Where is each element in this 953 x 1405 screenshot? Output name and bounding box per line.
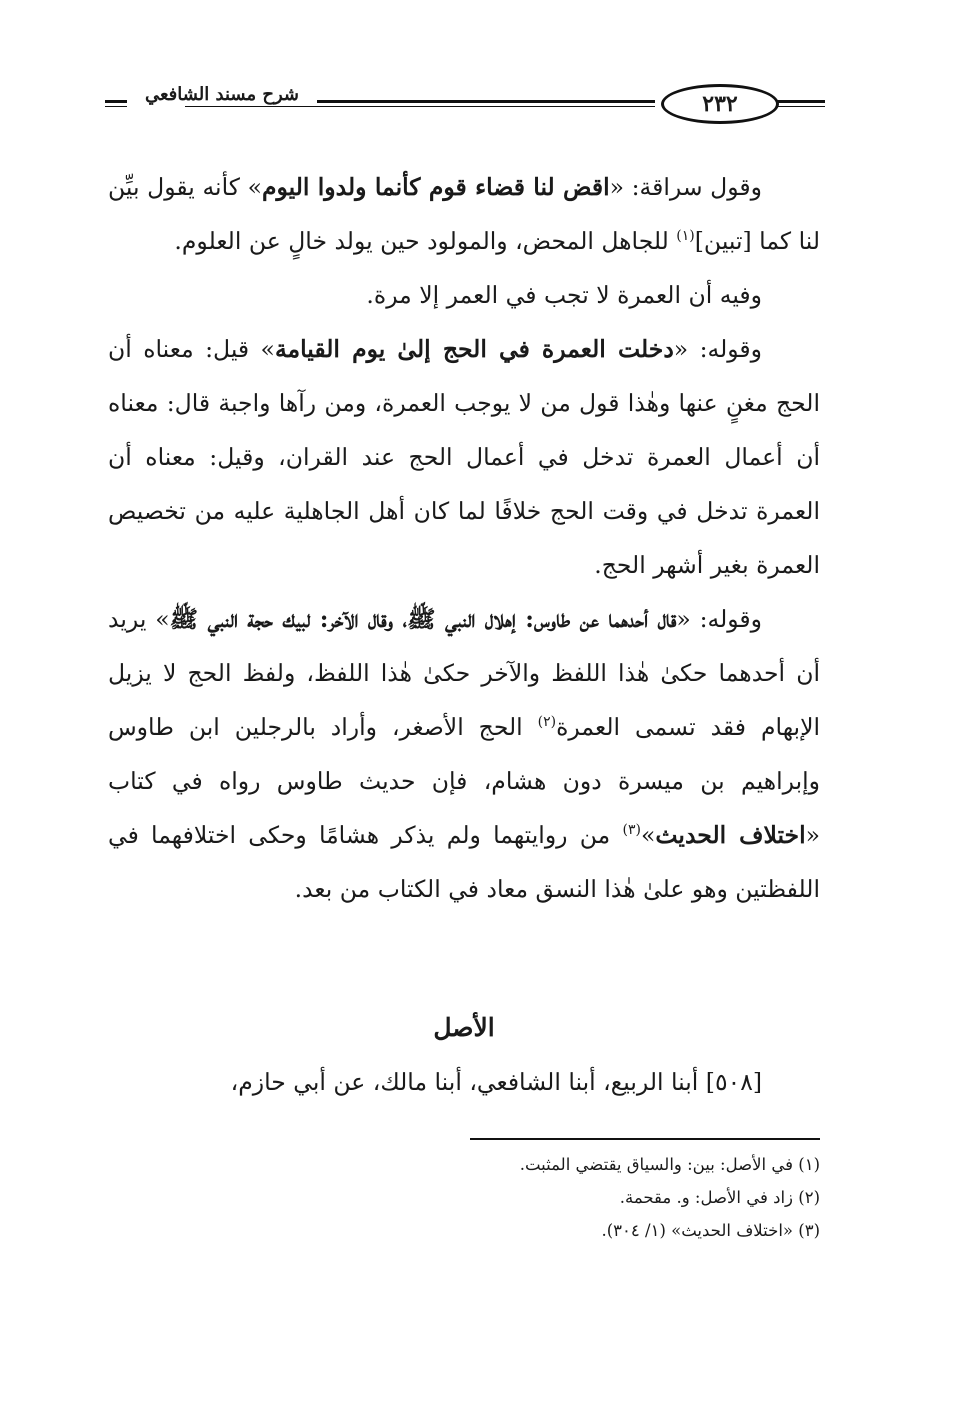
- paragraph-2: وفيه أن العمرة لا تجب في العمر إلا مرة.: [366, 281, 762, 309]
- footnote-3: (٣) «اختلاف الحديث» (١/ ٣٠٤).: [601, 1221, 820, 1240]
- footnotes: [400, 1148, 820, 1247]
- p1-quote: اقض لنا قضاء قوم كأنما ولدوا اليوم: [261, 173, 610, 201]
- p3-text-c: » قيل: معناه أن الحج مغنٍ عنها وهٰذا قول من لا يوجب العمرة، ومن رآها واجبة قال: معناه أن أعمال العمرة تدخل في أعمال الحج عند القران، وقيل: معناه أن العمرة تدخل في وقت الحج خلافًا لما كان أهل الجاهلية عليه من تخصيص العمرة بغير أشهر الحج.: [108, 335, 820, 579]
- p4-text-c: » يريد أن أحدهما حكىٰ هٰذا اللفظ والآخر حكىٰ هٰذا اللفظ، ولفظ الحج لا يزيل الإبهام فقد تسمى العمرة: [108, 605, 820, 741]
- section-heading: الأصل: [433, 1013, 495, 1042]
- footnote-ref-1: (١): [676, 228, 695, 245]
- p3-text-a: وقوله: «: [673, 335, 762, 363]
- p3-quote: دخلت العمرة في الحج إلىٰ يوم القيامة: [274, 335, 674, 363]
- hadith-text: [٥٠٨] أبنا الربيع، أبنا الشافعي، أبنا مالك، عن أبي حازم،: [230, 1068, 762, 1096]
- p4-book-title: اختلاف الحديث: [655, 821, 806, 849]
- p4-text-f: »: [640, 821, 656, 849]
- footnote-divider: [470, 1138, 820, 1140]
- paragraph-3: [108, 322, 820, 592]
- footnote-ref-3: (٣): [622, 822, 641, 839]
- body-text: [108, 160, 820, 916]
- footnote-2: (٢) زاد في الأصل: و. مقحمة.: [619, 1188, 820, 1207]
- p4-quote: قال أحدهما عن طاوس: إهلال النبي ﷺ، وقال الآخر: لبيك حجة النبي ﷺ: [169, 605, 677, 633]
- paragraph-4: [108, 592, 820, 916]
- paragraph-1: [108, 160, 820, 268]
- running-title: شرح مسند الشافعي: [127, 84, 317, 105]
- p1-text-c: » كأنه يقول بيِّن لنا كما [تبين]: [108, 173, 820, 255]
- p4-text-d: الحج الأصغر، وأراد بالرجلين ابن طاوس وإبراهيم بن ميسرة دون هشام، فإن حديث طاوس رواه في كتاب «: [108, 713, 821, 849]
- p4-text-a: وقوله: «: [676, 605, 763, 633]
- p1-text-d: للجاهل المحض، والمولود حين يولد خالٍ عن العلوم.: [174, 227, 677, 255]
- p4-text-g: من روايتهما ولم يذكر هشامًا وحكى اختلافهما في اللفظتين وهو علىٰ هٰذا النسق معاد في الكتاب من بعد.: [108, 821, 820, 903]
- running-header: [105, 82, 825, 132]
- footnote-ref-2: (٢): [537, 714, 557, 731]
- page-number: ٢٣٢: [661, 84, 779, 124]
- hadith-line: [108, 1060, 820, 1104]
- p1-text-a: وقول سراقة: «: [609, 173, 762, 201]
- footnote-1: (١) في الأصل: بين: والسياق يقتضي المثبت.: [519, 1155, 820, 1174]
